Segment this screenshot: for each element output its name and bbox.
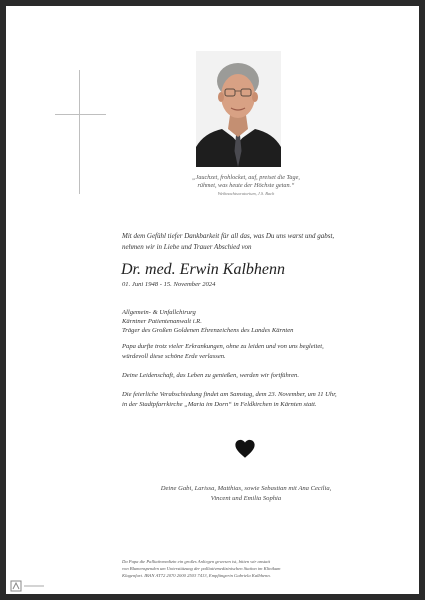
heart-icon: [234, 438, 256, 460]
footnote-line: Da Papa die Palliativmedizin ein großes Anliegen gewesen ist, bitten wir anstatt: [122, 559, 271, 564]
professional-titles: [122, 308, 402, 335]
mourners-line: Vincent und Emilia Sophia: [210, 494, 282, 502]
intro-line: Mit dem Gefühl tiefer Dankbarkeit für all das, was Du uns warst und gabst,: [122, 232, 335, 240]
title-line: Allgemein- & Unfallchirurg: [122, 309, 196, 316]
title-line: Kärntner Patientenanwalt i.R.: [122, 318, 202, 325]
quote-line: „Jauchzet, frohlocket, auf, preiset die Tage,: [192, 174, 300, 181]
footnote-line: Klagenfurt. IBAN AT72 2070 2000 2503 7413, Empfängerin Gabriela Kalbhenn.: [122, 573, 271, 578]
footnote-line: von Blumenspenden um Unterstützung der palliativmedizinischen Station im Klinikum: [122, 566, 281, 571]
cross-vertical-bar: [79, 70, 80, 194]
cross-horizontal-bar: [55, 114, 106, 115]
portrait-photo: [196, 51, 281, 167]
bible-quote: [156, 174, 336, 197]
life-dates: 01. Juni 1948 - 15. November 2024: [122, 281, 216, 288]
printer-logo-icon: [10, 580, 70, 592]
donation-note: [122, 558, 412, 579]
paragraph-line: Die feierliche Verabschiedung findet am Samstag, dem 23. November, um 11 Uhr,: [122, 391, 337, 398]
mourners-line: Deine Gabi, Larissa, Matthias, sowie Sebastian mit Ana Cecilia,: [160, 485, 332, 492]
portrait-illustration: [196, 51, 281, 167]
mourners-list: [126, 484, 366, 503]
paragraph-ceremony: [122, 390, 402, 409]
deceased-name: Dr. med. Erwin Kalbhenn: [121, 261, 285, 278]
paragraph-line: Deine Leidenschaft, das Leben zu genießen, werden wir fortführen.: [122, 372, 299, 379]
intro-line: nehmen wir in Liebe und Trauer Abschied von: [122, 242, 252, 251]
paragraph-line: Papa durfte trotz vieler Erkrankungen, ohne zu leiden und von uns begleitet,: [122, 343, 324, 350]
quote-source: Weihnachtsoratorium, J.S. Bach: [217, 191, 275, 196]
obituary-card: [6, 6, 419, 594]
paragraph-passion: [122, 371, 402, 381]
paragraph-line: in der Stadtpfarrkirche „Maria im Dorn“ in Feldkirchen in Kärnten statt.: [122, 400, 317, 408]
title-line: Träger des Großen Goldenen Ehrenzeichens des Landes Kärnten: [122, 327, 294, 334]
quote-line: rühmet, was heute der Höchste getan.“: [197, 182, 295, 189]
paragraph-line: würdevoll diese schöne Erde verlassen.: [122, 352, 226, 360]
paragraph-passing: [122, 342, 402, 361]
intro-text: [122, 231, 392, 252]
